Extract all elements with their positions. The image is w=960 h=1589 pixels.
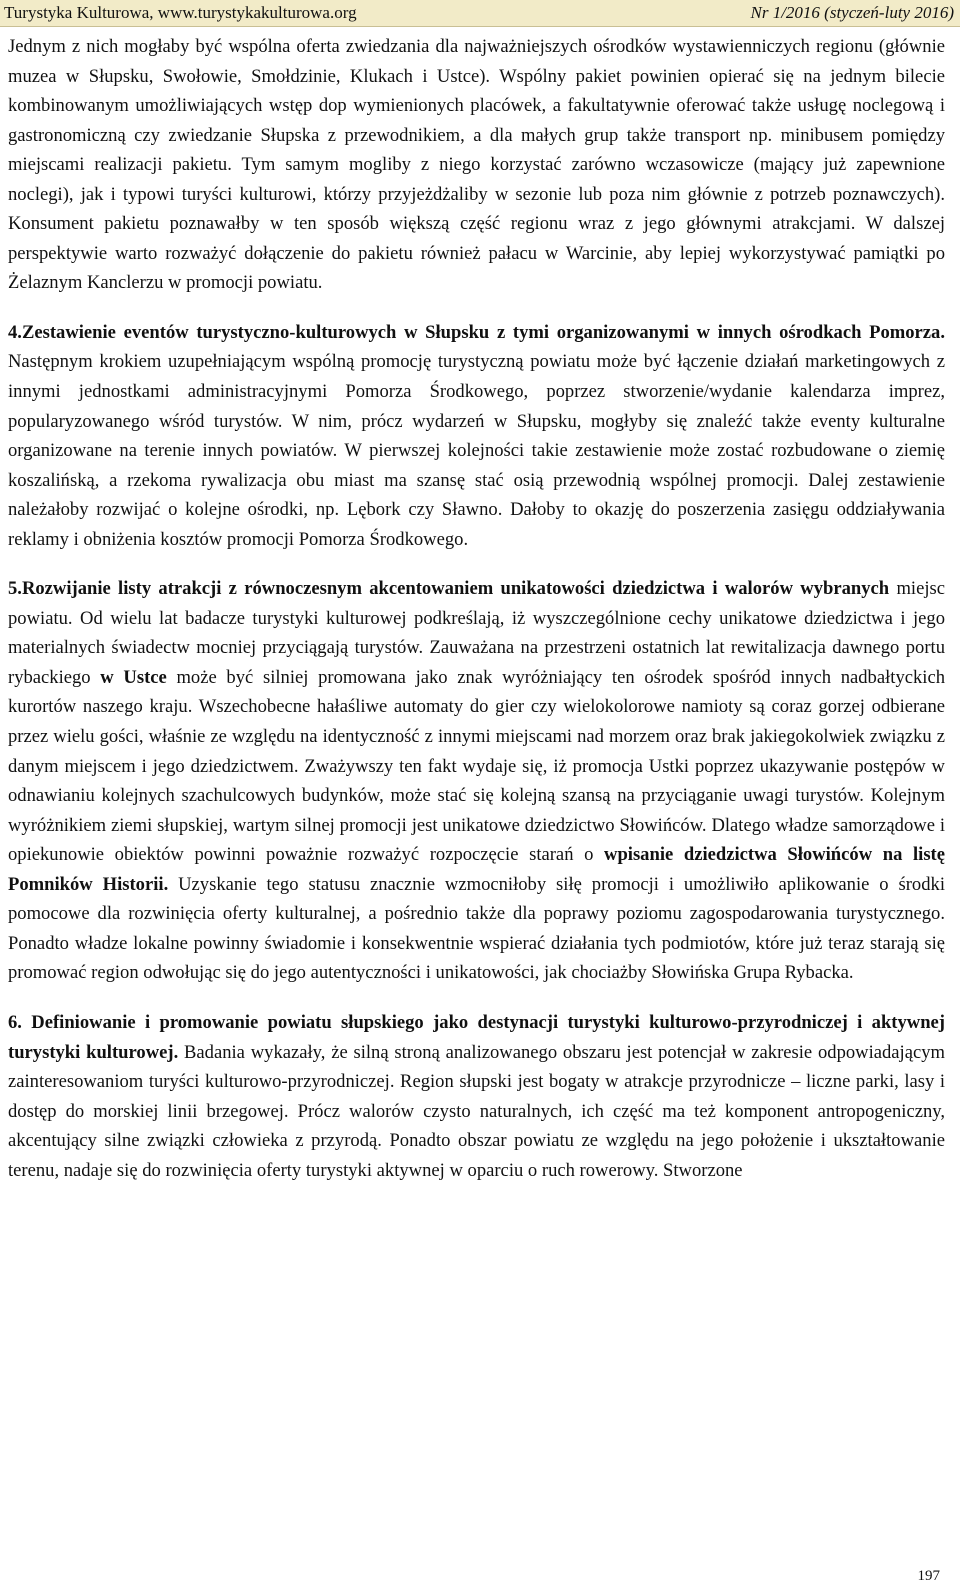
section-5-bold-heritage: wpisanie dziedzictwa Słowińców na listę Pomników Historii. [8,844,945,895]
section-5-text-c: Uzyskanie tego statusu znacznie wzmocniłoby siłę promocji i umożliwiło aplikowanie o środki pomocowe dla rozwinięcia oferty kulturalnej, a pośrednio także dla poprawy poziomu zagospodarowania turystycznego. Ponadto władze lokalne powinny świadomie i konsekwentnie wspierać działania tych podmiotów, które już teraz starają się promować region odwołując się do jego autentyczności i unikatowości, jak chociażby Słowińska Grupa Rybacka. [8,873,945,984]
section-5-bold-ustka: w Ustce [100,666,167,688]
paragraph-intro [8,32,945,298]
section-5-text-a: miejsc powiatu. Od wielu lat badacze turystyki kulturowej podkreślają, iż wyszczególnione cechy unikatowe dziedzictwa i jego materialnych świadectw mocniej przyciągają turystów. Zauważana na przestrzeni ostatnich lat rewitalizacja dawnego portu rybackiego [8,578,945,688]
section-6 [8,1008,945,1185]
section-5-text-b: może być silniej promowana jako znak wyróżniający ten ośrodek spośród innych nadbałtyckich kurortów naszego kraju. Wszechobecne hałaśliwe automaty do gier czy wielokolorowe namioty są coraz gorzej odbierane przez wielu gości, właśnie ze względu na identyczność z innymi miejscami nad morzem oraz brak jakiegokolwiek związku z danym miejscem i jego dziedzictwem. Zważywszy ten fakt wydaje się, iż promocja Ustki poprzez ukazywanie postępów w odnawianiu kolejnych szachulcowych budynków, może stać się kolejną szansą na przyciąganie uwagi turystów. Kolejnym wyróżnikiem ziemi słupskiej, wartym silnej promocji jest unikatowe dziedzictwo Słowińców. Dlatego władze samorządowe i opiekunowie obiektów powinni poważnie rozważyć rozpoczęcie starań o [8,666,946,866]
running-header [0,0,960,27]
section-4-text: Następnym krokiem uzupełniającym wspólną promocję turystyczną powiatu może być łączenie działań marketingowych z innymi jednostkami administracyjnymi Pomorza Środkowego, poprzez stworzenie/wydanie kalendarza imprez, popularyzowanego wśród turystów. W nim, prócz wydarzeń w Słupsku, mogłyby się znaleźć także eventy kulturalne organizowane na terenie innych powiatów. W pierwszej kolejności takie zestawienie może zostać rozbudowane o ziemię koszalińską, a rzekoma rywalizacja obu miast ma szansę stać osią przewodnią wspólnej promocji. Dalej zestawienie należałoby rozwijać o kolejne ośrodki, np. Lębork czy Sławno. Dałoby to okazję do poszerzenia zasięgu oddziaływania reklamy i obniżenia kosztów promocji Pomorza Środkowego. [8,351,945,550]
page-number: 197 [917,1568,940,1584]
journal-title: Turystyka Kulturowa, www.turystykakulturowa.org [4,3,357,22]
section-5 [8,574,945,988]
section-4 [8,318,945,554]
article-body [8,32,945,1185]
section-5-heading: 5.Rozwijanie listy atrakcji z równoczesnym akcentowaniem unikatowości dziedzictwa i walorów wybranych [8,578,890,600]
paragraph-intro-text: Jednym z nich mogłaby być wspólna oferta zwiedzania dla najważniejszych ośrodków wystawienniczych regionu (głównie muzea w Słupsku, Swołowie, Smołdzinie, Klukach i Ustce). Wspólny pakiet powinien opierać się na jednym bilecie kombinowanym umożliwiających wstęp dop wymienionych placówek, a fakultatywnie oferować także usługę noclegową i gastronomiczną czy zwiedzanie Słupska z przewodnikiem, a dla małych grup także transport np. minibusem pomiędzy miejscami realizacji pakietu. Tym samym mogliby z niego korzystać zarówno wczasowicze (mający już zapewnione noclegi), jak i typowi turyści kulturowi, którzy przyjeżdżaliby w sezonie lub poza nim głównie z potrzeb poznawczych). Konsument pakietu poznawałby w ten sposób większą część regionu wraz z jego głównymi atrakcjami. W dalszej perspektywie warto rozważyć dołączenie do pakietu również pałacu w Warcinie, aby lepiej wykorzystywać pamiątki po Żelaznym Kanclerzu w promocji powiatu. [8,36,945,294]
section-4-heading: 4.Zestawienie eventów turystyczno-kulturowych w Słupsku z tymi organizowanymi w innych ośrodkach Pomorza. [8,321,945,343]
section-6-text: Badania wykazały, że silną stroną analizowanego obszaru jest potencjał w zakresie odpowiadającym zainteresowaniom turyści kulturowo-przyrodniczej. Region słupski jest bogaty w atrakcje przyrodnicze – liczne parki, lasy i dostęp do morskiej linii brzegowej. Prócz walorów czysto naturalnych, ich część ma też komponent antropogeniczny, akcentujący silne związki człowieka z przyrodą. Ponadto obszar powiatu ze względu na jego położenie i ukształtowanie terenu, nadaje się do rozwinięcia oferty turystyki aktywnej w oparciu o ruch rowerowy. Stworzone [8,1041,945,1181]
section-6-heading: 6. Definiowanie i promowanie powiatu słupskiego jako destynacji turystyki kulturowo-przyrodniczej i aktywnej turystyki kulturowej. [8,1011,945,1063]
issue-label: Nr 1/2016 (styczeń-luty 2016) [750,3,954,22]
